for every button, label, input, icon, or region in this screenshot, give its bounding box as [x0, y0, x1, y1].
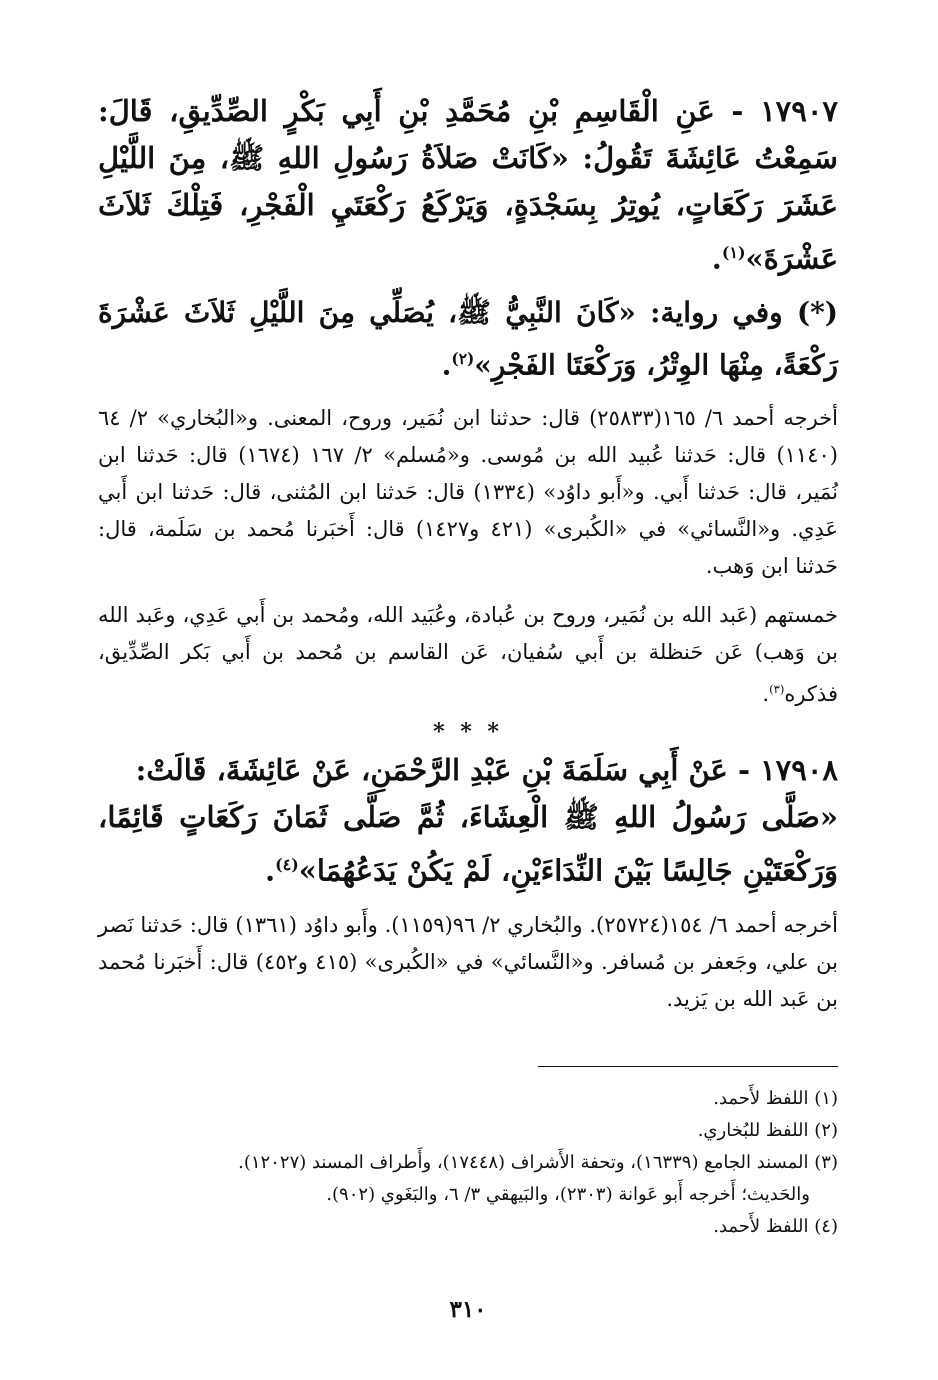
hadith-number: ١٧٩٠٨	[760, 752, 838, 787]
riwaya-text: (*) وفي رواية: «كَانَ النَّبِيُّ ﷺ، يُصَلِّي مِنَ اللَّيْلِ ثَلاَثَ عَشْرَةَ رَكْعَةً، مِنْهَا الوِتْرُ، وَرَكْعَتَا الفَجْرِ»	[98, 295, 838, 381]
footnote: (٤) اللفظ لأَحمد.	[713, 1216, 838, 1237]
takhrij-paragraph: خمستهم (عَبد الله بن نُمَير، وروح بن عُبادة، وعُبَيد الله، ومُحمد بن أَبي عَدِي، وعَبد الله بن وَهب) عَن حَنظلة بن أَبي سُفيان، عَن القاسم بن مُحمد بن أَبي بَكر الصِّدِّيق، فذكره$^{(٣)}$.	[98, 602, 838, 706]
book-page	[98, 88, 838, 1380]
footnote-ref: (٤)	[275, 854, 299, 874]
footnote-ref: (١)	[721, 243, 746, 262]
footnote: والحَديث؛ أَخرجه أَبو عَوانة (٢٣٠٣)، والبَيهقي ٣/ ٦، والبَغَوي (٩٠٢).	[326, 1184, 810, 1205]
takhrij-paragraph: أخرجه أحمد ٦/ ١٦٥(٢٥٨٣٣) قال: حدثنا ابن نُمَير، وروح، المعنى. و«البُخاري» ٢/ ٦٤ (١١٤٠) قال: حَدثنا عُبيد الله بن مُوسى. و«مُسلم» ٢/ ١٦٧ (١٦٧٤) قال: حَدثنا ابن نُمَير، قال: حَدثنا أَبي. و«أَبو داوُد» (١٣٣٤) قال: حَدثنا ابن المُثنى، قال: حَدثنا ابن أَبي عَدِي. و«النَّسائي» في «الكُبرى» (٤٢١ و١٤٢٧) قال: أَخبَرنا مُحمد بن سَلَمة، قال: حَدثنا ابن وَهب.	[98, 405, 838, 578]
footnote-divider	[538, 1066, 838, 1067]
hadith-matn: «صَلَّى رَسُولُ اللهِ ﷺ الْعِشَاءَ، ثُمَّ صَلَّى ثَمَانَ رَكَعَاتٍ قَائِمًا، وَرَكْعَتَيْنِ جَالِسًا بَيْنَ النِّدَاءَيْنِ، لَمْ يَكُنْ يَدَعُهُمَا»	[98, 799, 838, 888]
hadith-matn: «كَانَتْ صَلاَةُ رَسُولِ اللهِ ﷺ، مِنَ اللَّيْلِ عَشَرَ رَكَعَاتٍ، يُوتِرُ بِسَجْدَةٍ، وَيَرْكَعُ رَكْعَتَيِ الْفَجْرِ، فَتِلْكَ ثَلاَثَ عَشْرَةَ»	[98, 141, 838, 276]
section-separator: * * *	[433, 718, 503, 745]
hadith-number: ١٧٩٠٧	[760, 94, 838, 128]
hadith-17907: ١٧٩٠٧ - عَنِ الْقَاسِمِ بْنِ مُحَمَّدِ بْنِ أَبِي بَكْرٍ الصِّدِّيقِ، قَالَ: سَمِعْتُ عَائِشَةَ تَقُولُ: «كَانَتْ صَلاَةُ رَسُولِ اللهِ ﷺ، مِنَ اللَّيْلِ عَشَرَ رَكَعَاتٍ، يُوتِرُ بِسَجْدَةٍ، وَيَرْكَعُ رَكْعَتَيِ الْفَجْرِ، فَتِلْكَ ثَلاَثَ عَشْرَةَ»$^{(١)}$.	[98, 94, 838, 276]
footnotes	[98, 1083, 838, 1243]
takhrij-paragraph: أخرجه أحمد ٦/ ١٥٤(٢٥٧٢٤). والبُخاري ٢/ ٩٦(١١٥٩). وأَبو داوُد (١٣٦١) قال: حَدثنا نَصر بن علي، وجَعفر بن مُسافر. و«النَّسائي» في «الكُبرى» (٤١٥ و٤٥٢) قال: أَخبَرنا مُحمد بن عَبد الله بن يَزيد.	[98, 912, 839, 1011]
hadith-17908: ١٧٩٠٨ - عَنْ أَبِي سَلَمَةَ بْنِ عَبْدِ الرَّحْمَنِ، عَنْ عَائِشَةَ، قَالَتْ: «صَلَّى رَسُولُ اللهِ ﷺ الْعِشَاءَ، ثُمَّ صَلَّى ثَمَانَ رَكَعَاتٍ قَائِمًا، وَرَكْعَتَيْنِ جَالِسًا بَيْنَ النِّدَاءَيْنِ، لَمْ يَكُنْ يَدَعُهُمَا»$^{(٤)}$.	[98, 752, 838, 888]
footnote-ref: (٣)	[769, 681, 785, 696]
footnote-ref: (٢)	[451, 349, 475, 368]
footnote: (٢) اللفظ للبُخاري.	[697, 1120, 838, 1141]
alternate-narration: (*) وفي رواية: «كَانَ النَّبِيُّ ﷺ، يُصَلِّي مِنَ اللَّيْلِ ثَلاَثَ عَشْرَةَ رَكْعَةً، مِنْهَا الوِتْرُ، وَرَكْعَتَا الفَجْرِ»$^{(٢)}$.	[98, 295, 838, 381]
takhrij-text: خمستهم (عَبد الله بن نُمَير، وروح بن عُبادة، وعُبَيد الله، ومُحمد بن أَبي عَدِي، وعَبد الله بن وَهب) عَن حَنظلة بن أَبي سُفيان، عَن القاسم بن مُحمد بن أَبي بَكر الصِّدِّيق، فذكره	[98, 602, 838, 706]
footnote: (٣) المسند الجامع (١٦٣٣٩)، وتحفة الأَشراف (١٧٤٤٨)، وأَطراف المسند (١٢٠٢٧).	[238, 1152, 838, 1173]
footnote: (١) اللفظ لأَحمد.	[713, 1088, 838, 1109]
hadith-isnad: - عَنِ الْقَاسِمِ بْنِ مُحَمَّدِ بْنِ أَبِي بَكْرٍ الصِّدِّيقِ، قَالَ: سَمِعْتُ عَائِشَةَ تَقُولُ:	[98, 94, 838, 175]
page-number: ٣١٠	[449, 1296, 487, 1323]
hadith-isnad: - عَنْ أَبِي سَلَمَةَ بْنِ عَبْدِ الرَّحْمَنِ، عَنْ عَائِشَةَ، قَالَتْ:	[135, 752, 750, 787]
